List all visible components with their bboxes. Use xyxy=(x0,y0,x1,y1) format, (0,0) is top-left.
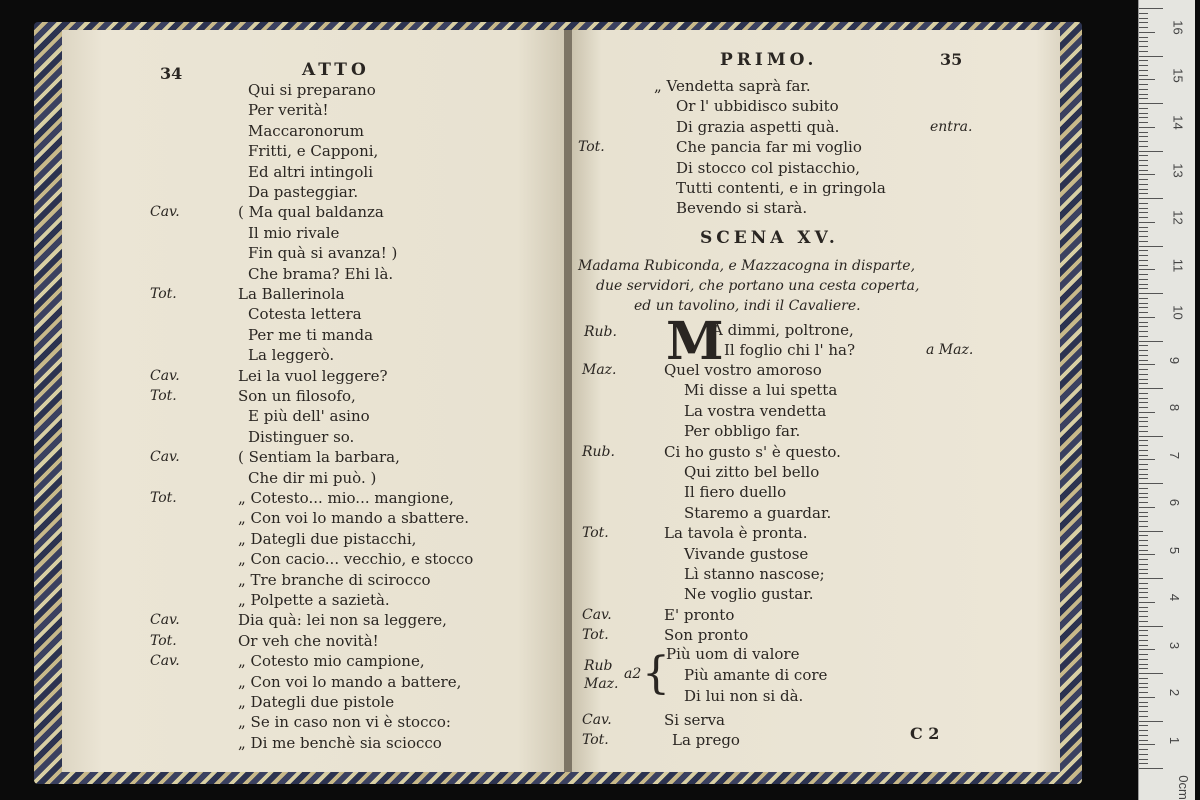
speaker-label: Tot. xyxy=(582,525,609,542)
speaker-label: Cav. xyxy=(150,612,180,629)
verse-line: Da pasteggiar. xyxy=(248,183,359,201)
ruler-tick xyxy=(1139,27,1148,28)
ruler-tick xyxy=(1139,98,1148,99)
ruler-tick xyxy=(1139,440,1148,441)
verse-line: Che dir mi può. ) xyxy=(248,468,377,487)
ruler-tick xyxy=(1139,122,1148,123)
speaker-label: Rub xyxy=(584,657,613,674)
ruler-tick xyxy=(1139,208,1148,209)
ruler-number: 9 xyxy=(1167,356,1183,364)
ruler-number: 6 xyxy=(1167,498,1183,507)
ruler-tick xyxy=(1139,32,1155,33)
ruler-tick xyxy=(1139,659,1148,660)
duet-mark: a2 xyxy=(624,665,642,682)
verse-line: Mi disse a lui spetta xyxy=(684,381,838,400)
ruler-number: 0cm xyxy=(1175,775,1191,800)
verse-line: „ Di me benchè sia sciocco xyxy=(238,733,442,752)
ruler-tick xyxy=(1139,626,1163,627)
verse-line: Staremo a guardar. xyxy=(684,503,832,522)
verse-line: Tutti contenti, e in gringola xyxy=(676,179,886,197)
ruler-tick xyxy=(1139,193,1148,194)
ruler-tick xyxy=(1139,559,1148,560)
ruler-tick xyxy=(1139,355,1148,356)
ruler-tick xyxy=(1139,464,1148,465)
verse-line: Lì stanno nascose; xyxy=(684,565,825,583)
verse-line: Son un filosofo, xyxy=(238,387,356,405)
verse-line: Bevendo si starà. xyxy=(676,199,808,218)
speaker-label: Tot. xyxy=(582,627,609,644)
ruler-tick xyxy=(1139,531,1163,532)
ruler-tick xyxy=(1139,450,1148,451)
measuring-ruler xyxy=(1138,0,1195,800)
ruler-tick xyxy=(1139,89,1148,90)
ruler-tick xyxy=(1139,564,1148,565)
ruler-tick xyxy=(1139,725,1148,726)
ruler-tick xyxy=(1139,13,1148,14)
verse-line: Di lui non si dà. xyxy=(684,686,804,705)
ruler-tick xyxy=(1139,459,1155,460)
speaker-label: Cav. xyxy=(582,606,612,623)
speaker-label: Maz. xyxy=(582,362,617,378)
ruler-tick xyxy=(1139,279,1148,280)
ruler-tick xyxy=(1139,578,1163,579)
ruler-tick xyxy=(1139,37,1148,38)
speaker-label: Tot. xyxy=(150,632,177,649)
verse-line: Il fiero duello xyxy=(684,483,787,502)
ruler-tick xyxy=(1139,521,1148,522)
ruler-tick xyxy=(1139,84,1148,85)
ruler-tick xyxy=(1139,231,1148,232)
verse-line: Lei la vuol leggere? xyxy=(238,366,388,385)
ruler-number: 11 xyxy=(1170,258,1186,272)
scene-description: ed un tavolino, indi il Cavaliere. xyxy=(634,298,861,314)
verse-line: A dimmi, poltrone, xyxy=(712,321,854,339)
ruler-tick xyxy=(1139,611,1148,612)
ruler-tick xyxy=(1139,569,1148,570)
ruler-tick xyxy=(1139,630,1148,631)
ruler-tick xyxy=(1139,388,1163,389)
verse-line: Or veh che novità! xyxy=(238,631,379,650)
ruler-tick xyxy=(1139,654,1148,655)
left-page xyxy=(62,30,568,772)
verse-line: Ed altri intingoli xyxy=(248,162,373,181)
ruler-tick xyxy=(1139,331,1148,332)
ruler-tick xyxy=(1139,407,1148,408)
ruler-tick xyxy=(1139,236,1148,237)
verse-line: La prego xyxy=(672,731,740,749)
speaker-label: Cav. xyxy=(150,449,180,466)
verse-line: „ Polpette a sazietà. xyxy=(238,591,390,609)
ruler-tick xyxy=(1139,621,1148,622)
ruler-tick xyxy=(1139,692,1148,693)
ruler-tick xyxy=(1139,336,1148,337)
ruler-tick xyxy=(1139,512,1148,513)
ruler-tick xyxy=(1139,730,1148,731)
speaker-label: Tot. xyxy=(150,388,177,404)
ruler-tick xyxy=(1139,174,1155,175)
ruler-tick xyxy=(1139,198,1163,199)
ruler-tick xyxy=(1139,103,1163,104)
ruler-tick xyxy=(1139,246,1163,247)
ruler-tick xyxy=(1139,744,1155,745)
ruler-tick xyxy=(1139,79,1155,80)
ruler-tick xyxy=(1139,51,1148,52)
ruler-tick xyxy=(1139,497,1148,498)
verse-line: Che brama? Ehi là. xyxy=(248,264,394,283)
page-number: 35 xyxy=(940,50,963,69)
ruler-tick xyxy=(1139,136,1148,137)
speaker-label: Tot. xyxy=(150,286,177,302)
ruler-tick xyxy=(1139,132,1148,133)
verse-line: Di stocco col pistacchio, xyxy=(676,158,861,177)
verse-line: Più uom di valore xyxy=(666,644,800,663)
ruler-tick xyxy=(1139,474,1148,475)
verse-line: „ Cotesto... mio... mangione, xyxy=(238,489,454,507)
verse-line: Distinguer so. xyxy=(248,427,355,446)
ruler-tick xyxy=(1139,241,1148,242)
ruler-tick xyxy=(1139,312,1148,313)
ruler-tick xyxy=(1139,41,1148,42)
ruler-tick xyxy=(1139,635,1148,636)
ruler-tick xyxy=(1139,664,1148,665)
verse-line: Dia quà: lei non sa leggere, xyxy=(238,611,447,630)
verse-line: „ Tre branche di scirocco xyxy=(238,570,431,589)
ruler-tick xyxy=(1139,303,1148,304)
ruler-tick xyxy=(1139,60,1148,61)
speaker-label: Cav. xyxy=(150,367,180,384)
ruler-number: 2 xyxy=(1167,688,1183,697)
ruler-tick xyxy=(1139,535,1148,536)
drop-cap: M xyxy=(666,311,724,372)
ruler-tick xyxy=(1139,326,1148,327)
ruler-tick xyxy=(1139,402,1148,403)
ruler-tick xyxy=(1139,749,1148,750)
ruler-tick xyxy=(1139,711,1148,712)
ruler-tick xyxy=(1139,75,1148,76)
ruler-tick xyxy=(1139,483,1163,484)
ruler-tick xyxy=(1139,706,1148,707)
speaker-label: Rub. xyxy=(584,324,617,340)
ruler-tick xyxy=(1139,22,1148,23)
signature-mark: C 2 xyxy=(910,723,940,743)
verse-line: Ci ho gusto s' è questo. xyxy=(664,442,841,461)
ruler-tick xyxy=(1139,597,1148,598)
ruler-tick xyxy=(1139,740,1148,741)
ruler-tick xyxy=(1139,217,1148,218)
ruler-tick xyxy=(1139,469,1148,470)
verse-line: ( Ma qual baldanza xyxy=(238,203,384,222)
ruler-tick xyxy=(1139,298,1148,299)
ruler-tick xyxy=(1139,255,1148,256)
ruler-tick xyxy=(1139,735,1148,736)
verse-line: La Ballerinola xyxy=(238,285,345,303)
speaker-label: Tot. xyxy=(582,732,609,748)
ruler-tick xyxy=(1139,478,1148,479)
ruler-tick xyxy=(1139,360,1148,361)
ruler-tick xyxy=(1139,412,1155,413)
ruler-tick xyxy=(1139,649,1155,650)
verse-line: „ Con cacio... vecchio, e stocco xyxy=(238,550,474,569)
ruler-number: 1 xyxy=(1167,736,1183,744)
ruler-tick xyxy=(1139,117,1148,118)
ruler-tick xyxy=(1139,322,1148,323)
verse-line: „ Se in caso non vi è stocco: xyxy=(238,713,451,732)
ruler-tick xyxy=(1139,421,1148,422)
ruler-tick xyxy=(1139,288,1148,289)
ruler-tick xyxy=(1139,284,1148,285)
verse-line: La leggerò. xyxy=(248,346,335,365)
verse-line: Cotesta lettera xyxy=(248,305,362,324)
ruler-number: 14 xyxy=(1170,115,1186,130)
brace-symbol: { xyxy=(642,647,670,699)
verse-line: Fritti, e Capponi, xyxy=(248,142,379,161)
ruler-tick xyxy=(1139,516,1148,517)
speaker-label: Rub. xyxy=(582,443,615,460)
verse-line: La tavola è pronta. xyxy=(664,524,808,543)
page-number: 34 xyxy=(160,64,183,83)
speaker-label: Maz. xyxy=(584,675,619,692)
ruler-tick xyxy=(1139,293,1163,294)
ruler-tick xyxy=(1139,65,1148,66)
ruler-tick xyxy=(1139,683,1148,684)
ruler-tick xyxy=(1139,716,1148,717)
ruler-number: 7 xyxy=(1167,451,1183,459)
right-page xyxy=(572,30,1060,772)
ruler-tick xyxy=(1139,250,1148,251)
ruler-number: 4 xyxy=(1167,593,1183,602)
ruler-tick xyxy=(1139,189,1148,190)
ruler-tick xyxy=(1139,550,1148,551)
verse-line: Il mio rivale xyxy=(248,223,340,242)
ruler-tick xyxy=(1139,768,1163,769)
ruler-tick xyxy=(1139,393,1148,394)
ruler-tick xyxy=(1139,165,1148,166)
ruler-tick xyxy=(1139,155,1148,156)
ruler-tick xyxy=(1139,526,1148,527)
ruler-tick xyxy=(1139,94,1148,95)
stage-direction-entra: entra. xyxy=(930,119,973,135)
ruler-tick xyxy=(1139,721,1163,722)
ruler-tick xyxy=(1139,697,1155,698)
ruler-tick xyxy=(1139,493,1148,494)
ruler-tick xyxy=(1139,602,1155,603)
ruler-tick xyxy=(1139,455,1148,456)
ruler-tick xyxy=(1139,317,1155,318)
verse-line: Maccaronorum xyxy=(248,121,364,140)
ruler-tick xyxy=(1139,668,1148,669)
ruler-tick xyxy=(1139,46,1148,47)
ruler-tick xyxy=(1139,179,1148,180)
verse-line: E' pronto xyxy=(664,605,735,624)
ruler-tick xyxy=(1139,8,1163,9)
scene-description: due servidori, che portano una cesta coperta, xyxy=(596,278,920,294)
ruler-number: 10 xyxy=(1170,305,1186,320)
verse-line: „ Con voi lo mando a battere, xyxy=(238,672,462,691)
ruler-tick xyxy=(1139,141,1148,142)
ruler-tick xyxy=(1139,583,1148,584)
ruler-tick xyxy=(1139,265,1148,266)
ruler-number: 15 xyxy=(1170,67,1186,83)
ruler-tick xyxy=(1139,754,1148,755)
running-head: PRIMO. xyxy=(720,50,818,70)
speaker-label: Cav. xyxy=(150,204,180,221)
ruler-tick xyxy=(1139,227,1148,228)
verse-line: Fin quà si avanza! ) xyxy=(248,244,398,263)
verse-line: „ Vendetta saprà far. xyxy=(654,77,811,95)
ruler-tick xyxy=(1139,763,1148,764)
verse-line: ( Sentiam la barbara, xyxy=(238,448,400,467)
ruler-number: 13 xyxy=(1170,162,1186,178)
ruler-tick xyxy=(1139,540,1148,541)
ruler-tick xyxy=(1139,345,1148,346)
ruler-number: 3 xyxy=(1167,641,1183,649)
ruler-tick xyxy=(1139,369,1148,370)
ruler-tick xyxy=(1139,307,1148,308)
ruler-tick xyxy=(1139,274,1148,275)
ruler-tick xyxy=(1139,640,1148,641)
running-head: ATTO xyxy=(302,60,370,80)
ruler-tick xyxy=(1139,269,1155,270)
verse-line: Vivande gustose xyxy=(684,544,809,563)
ruler-tick xyxy=(1139,56,1163,57)
ruler-tick xyxy=(1139,108,1148,109)
verse-line: „ Cotesto mio campione, xyxy=(238,652,425,671)
speaker-label: Tot. xyxy=(150,490,177,506)
ruler-tick xyxy=(1139,374,1148,375)
ruler-number: 16 xyxy=(1170,20,1186,35)
ruler-tick xyxy=(1139,678,1148,679)
ruler-tick xyxy=(1139,417,1148,418)
verse-line: La vostra vendetta xyxy=(684,401,827,420)
verse-line: Per verità! xyxy=(248,101,329,120)
ruler-tick xyxy=(1139,592,1148,593)
ruler-tick xyxy=(1139,545,1148,546)
ruler-number: 12 xyxy=(1170,210,1186,225)
ruler-tick xyxy=(1139,759,1148,760)
ruler-number: 5 xyxy=(1167,546,1183,554)
scene-title: SCENA XV. xyxy=(700,228,839,248)
ruler-tick xyxy=(1139,70,1148,71)
ruler-tick xyxy=(1139,260,1148,261)
ruler-tick xyxy=(1139,383,1148,384)
ruler-tick xyxy=(1139,364,1155,365)
ruler-tick xyxy=(1139,502,1148,503)
speaker-label: Cav. xyxy=(582,711,612,728)
verse-line: Qui zitto bel bello xyxy=(684,463,820,481)
verse-line: Son pronto xyxy=(664,626,749,645)
ruler-tick xyxy=(1139,616,1148,617)
speaker-label: Tot. xyxy=(578,139,605,156)
ruler-tick xyxy=(1139,151,1163,152)
ruler-tick xyxy=(1139,160,1148,161)
ruler-tick xyxy=(1139,212,1148,213)
verse-line: Per me ti manda xyxy=(248,325,374,344)
ruler-tick xyxy=(1139,702,1148,703)
ruler-tick xyxy=(1139,436,1163,437)
ruler-tick xyxy=(1139,146,1148,147)
ruler-tick xyxy=(1139,445,1148,446)
ruler-tick xyxy=(1139,507,1155,508)
ruler-tick xyxy=(1139,203,1148,204)
ruler-tick xyxy=(1139,488,1148,489)
ruler-tick xyxy=(1139,222,1155,223)
verse-line: Per obbligo far. xyxy=(684,422,801,441)
verse-line: „ Dategli due pistacchi, xyxy=(238,529,417,548)
verse-line: Ne voglio gustar. xyxy=(684,585,814,604)
speaker-label: Cav. xyxy=(150,653,180,670)
ruler-tick xyxy=(1139,431,1148,432)
ruler-tick xyxy=(1139,184,1148,185)
verse-line: Quel vostro amoroso xyxy=(664,361,822,379)
ruler-tick xyxy=(1139,398,1148,399)
ruler-tick xyxy=(1139,379,1148,380)
ruler-tick xyxy=(1139,607,1148,608)
ruler-tick xyxy=(1139,573,1148,574)
verse-line: Il foglio chi l' ha? xyxy=(724,341,856,359)
verse-line: Di grazia aspetti quà. xyxy=(676,117,840,136)
ruler-tick xyxy=(1139,170,1148,171)
ruler-tick xyxy=(1139,588,1148,589)
verse-line: Più amante di core xyxy=(684,665,828,684)
verse-line: Che pancia far mi voglio xyxy=(676,138,862,157)
verse-line: Qui si preparano xyxy=(248,81,376,99)
scene-description: Madama Rubiconda, e Mazzacogna in disparte, xyxy=(578,258,916,274)
verse-line: „ Dategli due pistole xyxy=(238,693,395,711)
ruler-tick xyxy=(1139,350,1148,351)
ruler-number: 8 xyxy=(1167,403,1183,412)
verse-line: E più dell' asino xyxy=(248,407,370,426)
verse-line: Si serva xyxy=(664,710,726,729)
stage-direction-aside: a Maz. xyxy=(926,342,974,358)
ruler-tick xyxy=(1139,426,1148,427)
ruler-tick xyxy=(1139,18,1148,19)
ruler-tick xyxy=(1139,127,1155,128)
ruler-tick xyxy=(1139,554,1155,555)
verse-line: „ Con voi lo mando a sbattere. xyxy=(238,509,470,528)
verse-line: Or l' ubbidisco subito xyxy=(676,97,839,116)
ruler-tick xyxy=(1139,673,1163,674)
ruler-tick xyxy=(1139,113,1148,114)
ruler-tick xyxy=(1139,687,1148,688)
ruler-tick xyxy=(1139,645,1148,646)
ruler-tick xyxy=(1139,341,1163,342)
